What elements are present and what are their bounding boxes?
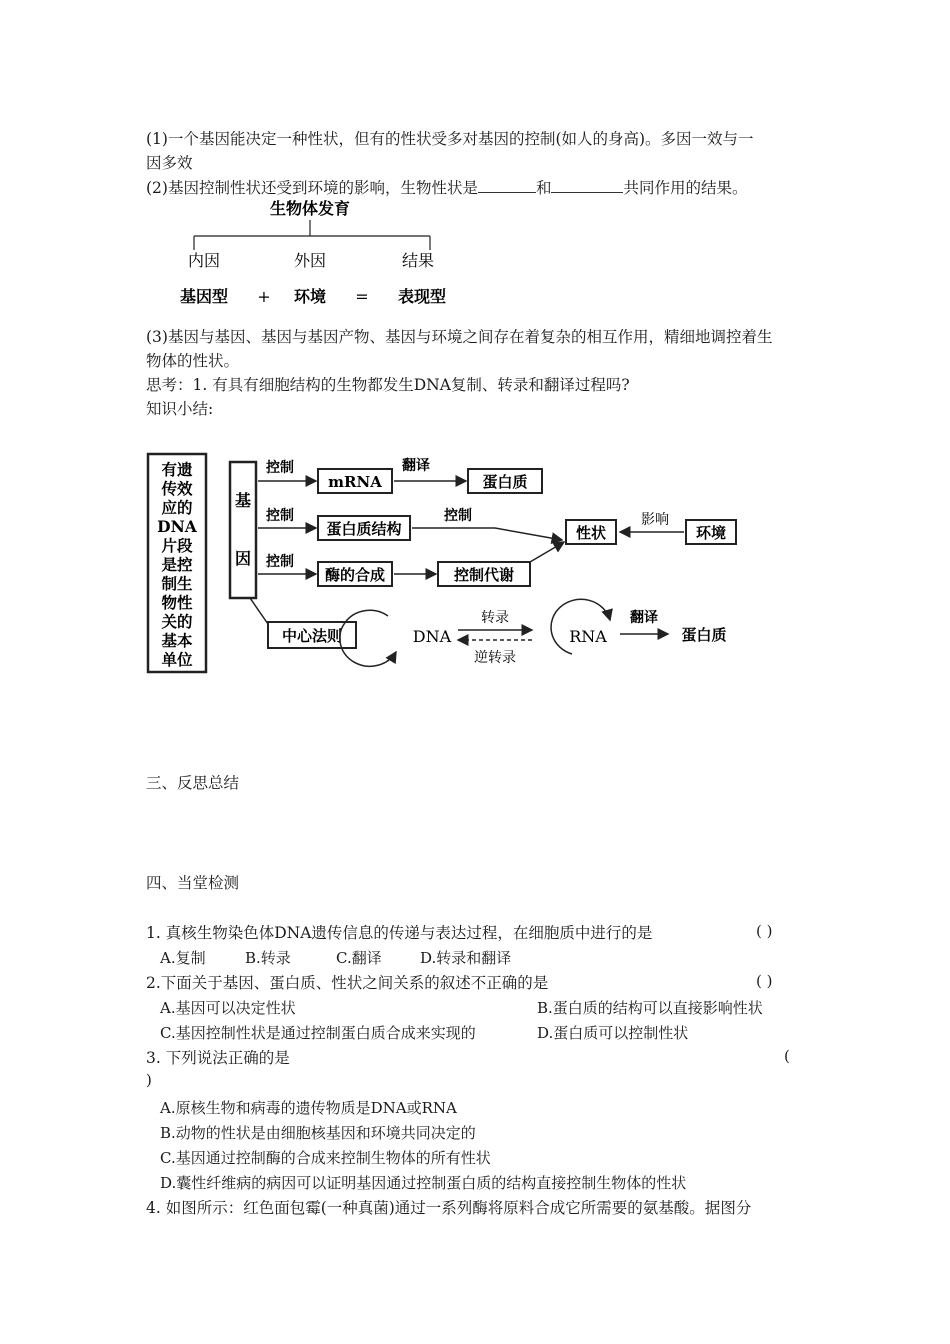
- protein-structure-label: 蛋白质结构: [326, 520, 402, 538]
- dev-internal-label: 内因: [187, 251, 221, 270]
- gene-char-2: 因: [234, 549, 252, 568]
- mrna-label: mRNA: [328, 473, 382, 491]
- trait-label: 性状: [575, 524, 607, 542]
- question-2-answer-paren[interactable]: ( ): [756, 972, 773, 990]
- development-diagram: [160, 196, 480, 312]
- dev-environment-label: 环境: [293, 287, 327, 306]
- def-line-4: DNA: [157, 517, 197, 536]
- paragraph-2-prefix: (2)基因控制性状还受到环境的影响，生物性状是: [146, 179, 478, 197]
- question-2-stem: 2.下面关于基因、蛋白质、性状之间关系的叙述不正确的是: [146, 974, 549, 992]
- question-1-answer-paren[interactable]: ( ): [756, 922, 773, 940]
- transcription-label: 转录: [481, 610, 509, 626]
- question-4-stem: 4. 如图所示：红色面包霉(一种真菌)通过一系列酶将原料合成它所需要的氨基酸。据图分: [146, 1199, 752, 1217]
- question-1-option-c[interactable]: C.翻译: [336, 949, 382, 967]
- def-line-1: 有遗: [161, 460, 193, 479]
- gene-summary-diagram: [140, 446, 740, 678]
- def-line-10: 基本: [161, 631, 193, 650]
- question-3-stem: 3. 下列说法正确的是: [146, 1049, 290, 1067]
- question-1-option-a[interactable]: A.复制: [160, 949, 206, 967]
- dev-result-label: 结果: [401, 251, 435, 270]
- def-line-8: 物性: [161, 593, 193, 612]
- section-3-title: 三、反思总结: [146, 774, 240, 792]
- question-2-option-a[interactable]: A.基因可以决定性状: [160, 999, 296, 1017]
- question-1-option-d[interactable]: D.转录和翻译: [420, 949, 512, 967]
- question-2-option-d[interactable]: D.蛋白质可以控制性状: [537, 1024, 689, 1042]
- question-3-paren-open[interactable]: (: [784, 1047, 790, 1065]
- paragraph-2-mid: 和: [535, 179, 552, 197]
- question-3-option-d[interactable]: D.囊性纤维病的病因可以证明基因通过控制蛋白质的结构直接控制生物体的性状: [160, 1174, 687, 1192]
- question-3-paren-close[interactable]: ): [146, 1071, 152, 1089]
- dev-plus-sign: +: [257, 287, 271, 306]
- dev-equals-sign: =: [355, 287, 369, 306]
- reverse-transcription-label: 逆转录: [474, 650, 516, 666]
- dev-external-label: 外因: [293, 251, 327, 270]
- dev-phenotype-label: 表现型: [397, 287, 447, 306]
- question-1-option-b[interactable]: B.转录: [245, 949, 291, 967]
- gene-char-1: 基: [234, 491, 252, 510]
- row3-control-label: 控制: [266, 554, 294, 570]
- question-2-option-b[interactable]: B.蛋白质的结构可以直接影响性状: [537, 999, 763, 1017]
- influence-label: 影响: [641, 512, 669, 528]
- environment-label: 环境: [695, 524, 727, 542]
- enzyme-synthesis-label: 酶的合成: [324, 566, 386, 584]
- dogma-translate-label: 翻译: [630, 610, 658, 626]
- row2-control-label: 控制: [266, 508, 294, 524]
- summary-label: 知识小结:: [146, 400, 214, 418]
- def-line-11: 单位: [161, 650, 193, 669]
- def-line-2: 传效: [161, 479, 193, 498]
- question-3-option-c[interactable]: C.基因通过控制酶的合成来控制生物体的所有性状: [160, 1149, 491, 1167]
- protein-label: 蛋白质: [482, 473, 528, 491]
- def-line-7: 制生: [161, 574, 193, 593]
- blank-1[interactable]: [478, 178, 536, 193]
- paragraph-1-line-1: (1)一个基因能决定一种性状，但有的性状受多对基因的控制(如人的身高)。多因一效与一: [146, 130, 754, 148]
- paragraph-3-line-2: 物体的性状。: [146, 352, 240, 370]
- dogma-protein-label: 蛋白质: [681, 626, 727, 644]
- def-line-6: 是控: [161, 555, 193, 574]
- question-3-option-a[interactable]: A.原核生物和病毒的遗传物质是DNA或RNA: [160, 1099, 457, 1117]
- row1-control-label: 控制: [266, 460, 294, 476]
- row2-control-label-2: 控制: [444, 508, 472, 524]
- paragraph-3-line-1: (3)基因与基因、基因与基因产物、基因与环境之间存在着复杂的相互作用，精细地调控着生: [146, 328, 773, 346]
- def-line-5: 片段: [161, 536, 193, 555]
- central-dogma-label: 中心法则: [281, 627, 343, 645]
- control-metabolism-label: 控制代谢: [453, 566, 515, 584]
- gene-box: [230, 462, 256, 598]
- question-1-stem: 1. 真核生物染色体DNA遗传信息的传递与表达过程，在细胞质中进行的是: [146, 924, 653, 942]
- question-3-option-b[interactable]: B.动物的性状是由细胞核基因和环境共同决定的: [160, 1124, 476, 1142]
- def-line-9: 关的: [161, 612, 193, 631]
- dna-label: DNA: [412, 627, 452, 646]
- blank-2[interactable]: [551, 178, 623, 193]
- paragraph-2-suffix: 共同作用的结果。: [623, 179, 748, 197]
- dev-top-label: 生物体发育: [269, 199, 351, 218]
- paragraph-1-line-2: 因多效: [146, 154, 193, 172]
- question-2-option-c[interactable]: C.基因控制性状是通过控制蛋白质合成来实现的: [160, 1024, 476, 1042]
- dev-genotype-label: 基因型: [179, 287, 229, 306]
- def-line-3: 应的: [161, 498, 193, 517]
- row1-translate-label: 翻译: [402, 458, 430, 474]
- rna-label: RNA: [569, 627, 607, 646]
- think-question: 思考：1. 有具有细胞结构的生物都发生DNA复制、转录和翻译过程吗?: [146, 376, 630, 394]
- section-4-title: 四、当堂检测: [146, 874, 240, 892]
